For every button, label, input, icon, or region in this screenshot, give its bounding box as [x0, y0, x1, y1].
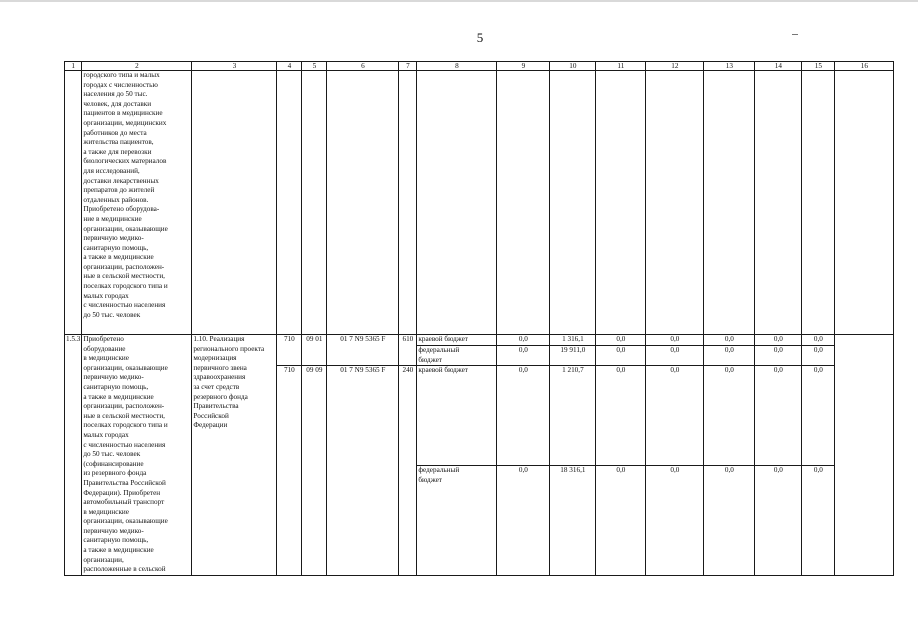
- razdel-code: 09 09: [302, 366, 327, 576]
- table-row: [65, 335, 894, 346]
- cell-value: 0,0: [802, 335, 835, 346]
- cell-value: 0,0: [497, 466, 550, 575]
- cell-value: 0,0: [755, 335, 802, 346]
- cell-value: 1 210,7: [550, 366, 596, 466]
- cell-value: 0,0: [497, 346, 550, 366]
- col-header: 1: [65, 62, 82, 71]
- col-header: 15: [802, 62, 835, 71]
- csr-code: 01 7 N9 5365 F: [327, 366, 399, 576]
- col-header: 4: [277, 62, 302, 71]
- col-header: 16: [835, 62, 894, 71]
- grbs-code: 710: [277, 335, 302, 366]
- scan-top-edge: [0, 0, 918, 2]
- funding-source: краевой бюджет: [417, 335, 497, 346]
- cell-value: [835, 335, 894, 576]
- cell-value: 18 316,1: [550, 466, 596, 575]
- cell-value: 0,0: [646, 466, 704, 575]
- cell-value: 0,0: [596, 335, 646, 346]
- cell-value: 0,0: [497, 335, 550, 346]
- cell-value: 0,0: [704, 466, 755, 575]
- cell-value: 0,0: [596, 366, 646, 466]
- col-header: 7: [399, 62, 417, 71]
- item-program: 1.10. Реализация регионального проекта модернизация первичного звена здравоохранения за счет средств резервного фонда Правительства Российской Федерации: [192, 335, 277, 576]
- col-header: 10: [550, 62, 596, 71]
- funding-source: федеральный бюджет: [417, 466, 497, 575]
- cell-value: 1 316,1: [550, 335, 596, 346]
- cell-value: 0,0: [802, 366, 835, 466]
- cell-value: 19 911,0: [550, 346, 596, 366]
- col-header: 6: [327, 62, 399, 71]
- cell-value: 0,0: [646, 346, 704, 366]
- column-number-row: [65, 62, 894, 71]
- col-header: 11: [596, 62, 646, 71]
- cell-value: 0,0: [755, 346, 802, 366]
- cell-value: 0,0: [704, 335, 755, 346]
- cell-value: 0,0: [596, 466, 646, 575]
- scan-artifact: [792, 34, 798, 35]
- page-number: 5: [476, 30, 484, 45]
- cell-value: 0,0: [704, 346, 755, 366]
- funding-source: краевой бюджет: [417, 366, 497, 466]
- table-row-continuation: [65, 71, 894, 335]
- col-header: 9: [497, 62, 550, 71]
- funding-source: федеральный бюджет: [417, 346, 497, 366]
- col-header: 5: [302, 62, 327, 71]
- vr-code: 240: [399, 366, 417, 576]
- cell-value: 0,0: [704, 366, 755, 466]
- cell-value: 0,0: [802, 466, 835, 575]
- col-header: 14: [755, 62, 802, 71]
- col-header: 3: [192, 62, 277, 71]
- continued-description: городского типа и малых городах с численностью населения до 50 тыс. человек, для доставки пациентов в медицинские организации, медицинских работников до места жительства пациентов, а также для перевозки биологических материалов для исследований, доставки лекарственных препаратов до жителей отдаленных районов. Приобретено оборудова- ние в медицинские организации, оказывающие первичную медико- санитарную помощь, а также в медицинские организации, расположен- ные в сельской местности, поселках городского типа и малых городах с численностью населения до 50 тыс. человек: [82, 71, 192, 335]
- col-header: 12: [646, 62, 704, 71]
- item-number: 1.5.3: [65, 335, 82, 576]
- cell-value: 0,0: [596, 346, 646, 366]
- item-description: Приобретено оборудование в медицинские организации, оказывающие первичную медико- санитарную помощь, а также в медицинские организации, расположен- ные в сельской местности, поселках городского типа и малых городах с численностью населения до 50 тыс. человек (софинансирование из резервного фонда Правительства Российской Федерации). Приобретен автомобильный транспорт в медицинские организации, оказывающие первичную медико- санитарную помощь, а также в медицинские организации, расположенные в сельской: [82, 335, 192, 576]
- cell-value: 0,0: [497, 366, 550, 466]
- col-header: 2: [82, 62, 192, 71]
- cell-value: 0,0: [755, 466, 802, 575]
- cell-value: 0,0: [646, 366, 704, 466]
- razdel-code: 09 01: [302, 335, 327, 366]
- col-header: 13: [704, 62, 755, 71]
- col-header: 8: [417, 62, 497, 71]
- cell-value: 0,0: [802, 346, 835, 366]
- cell-value: 0,0: [646, 335, 704, 346]
- csr-code: 01 7 N9 5365 F: [327, 335, 399, 366]
- vr-code: 610: [399, 335, 417, 366]
- budget-table: [64, 61, 894, 576]
- cell-value: 0,0: [755, 366, 802, 466]
- grbs-code: 710: [277, 366, 302, 576]
